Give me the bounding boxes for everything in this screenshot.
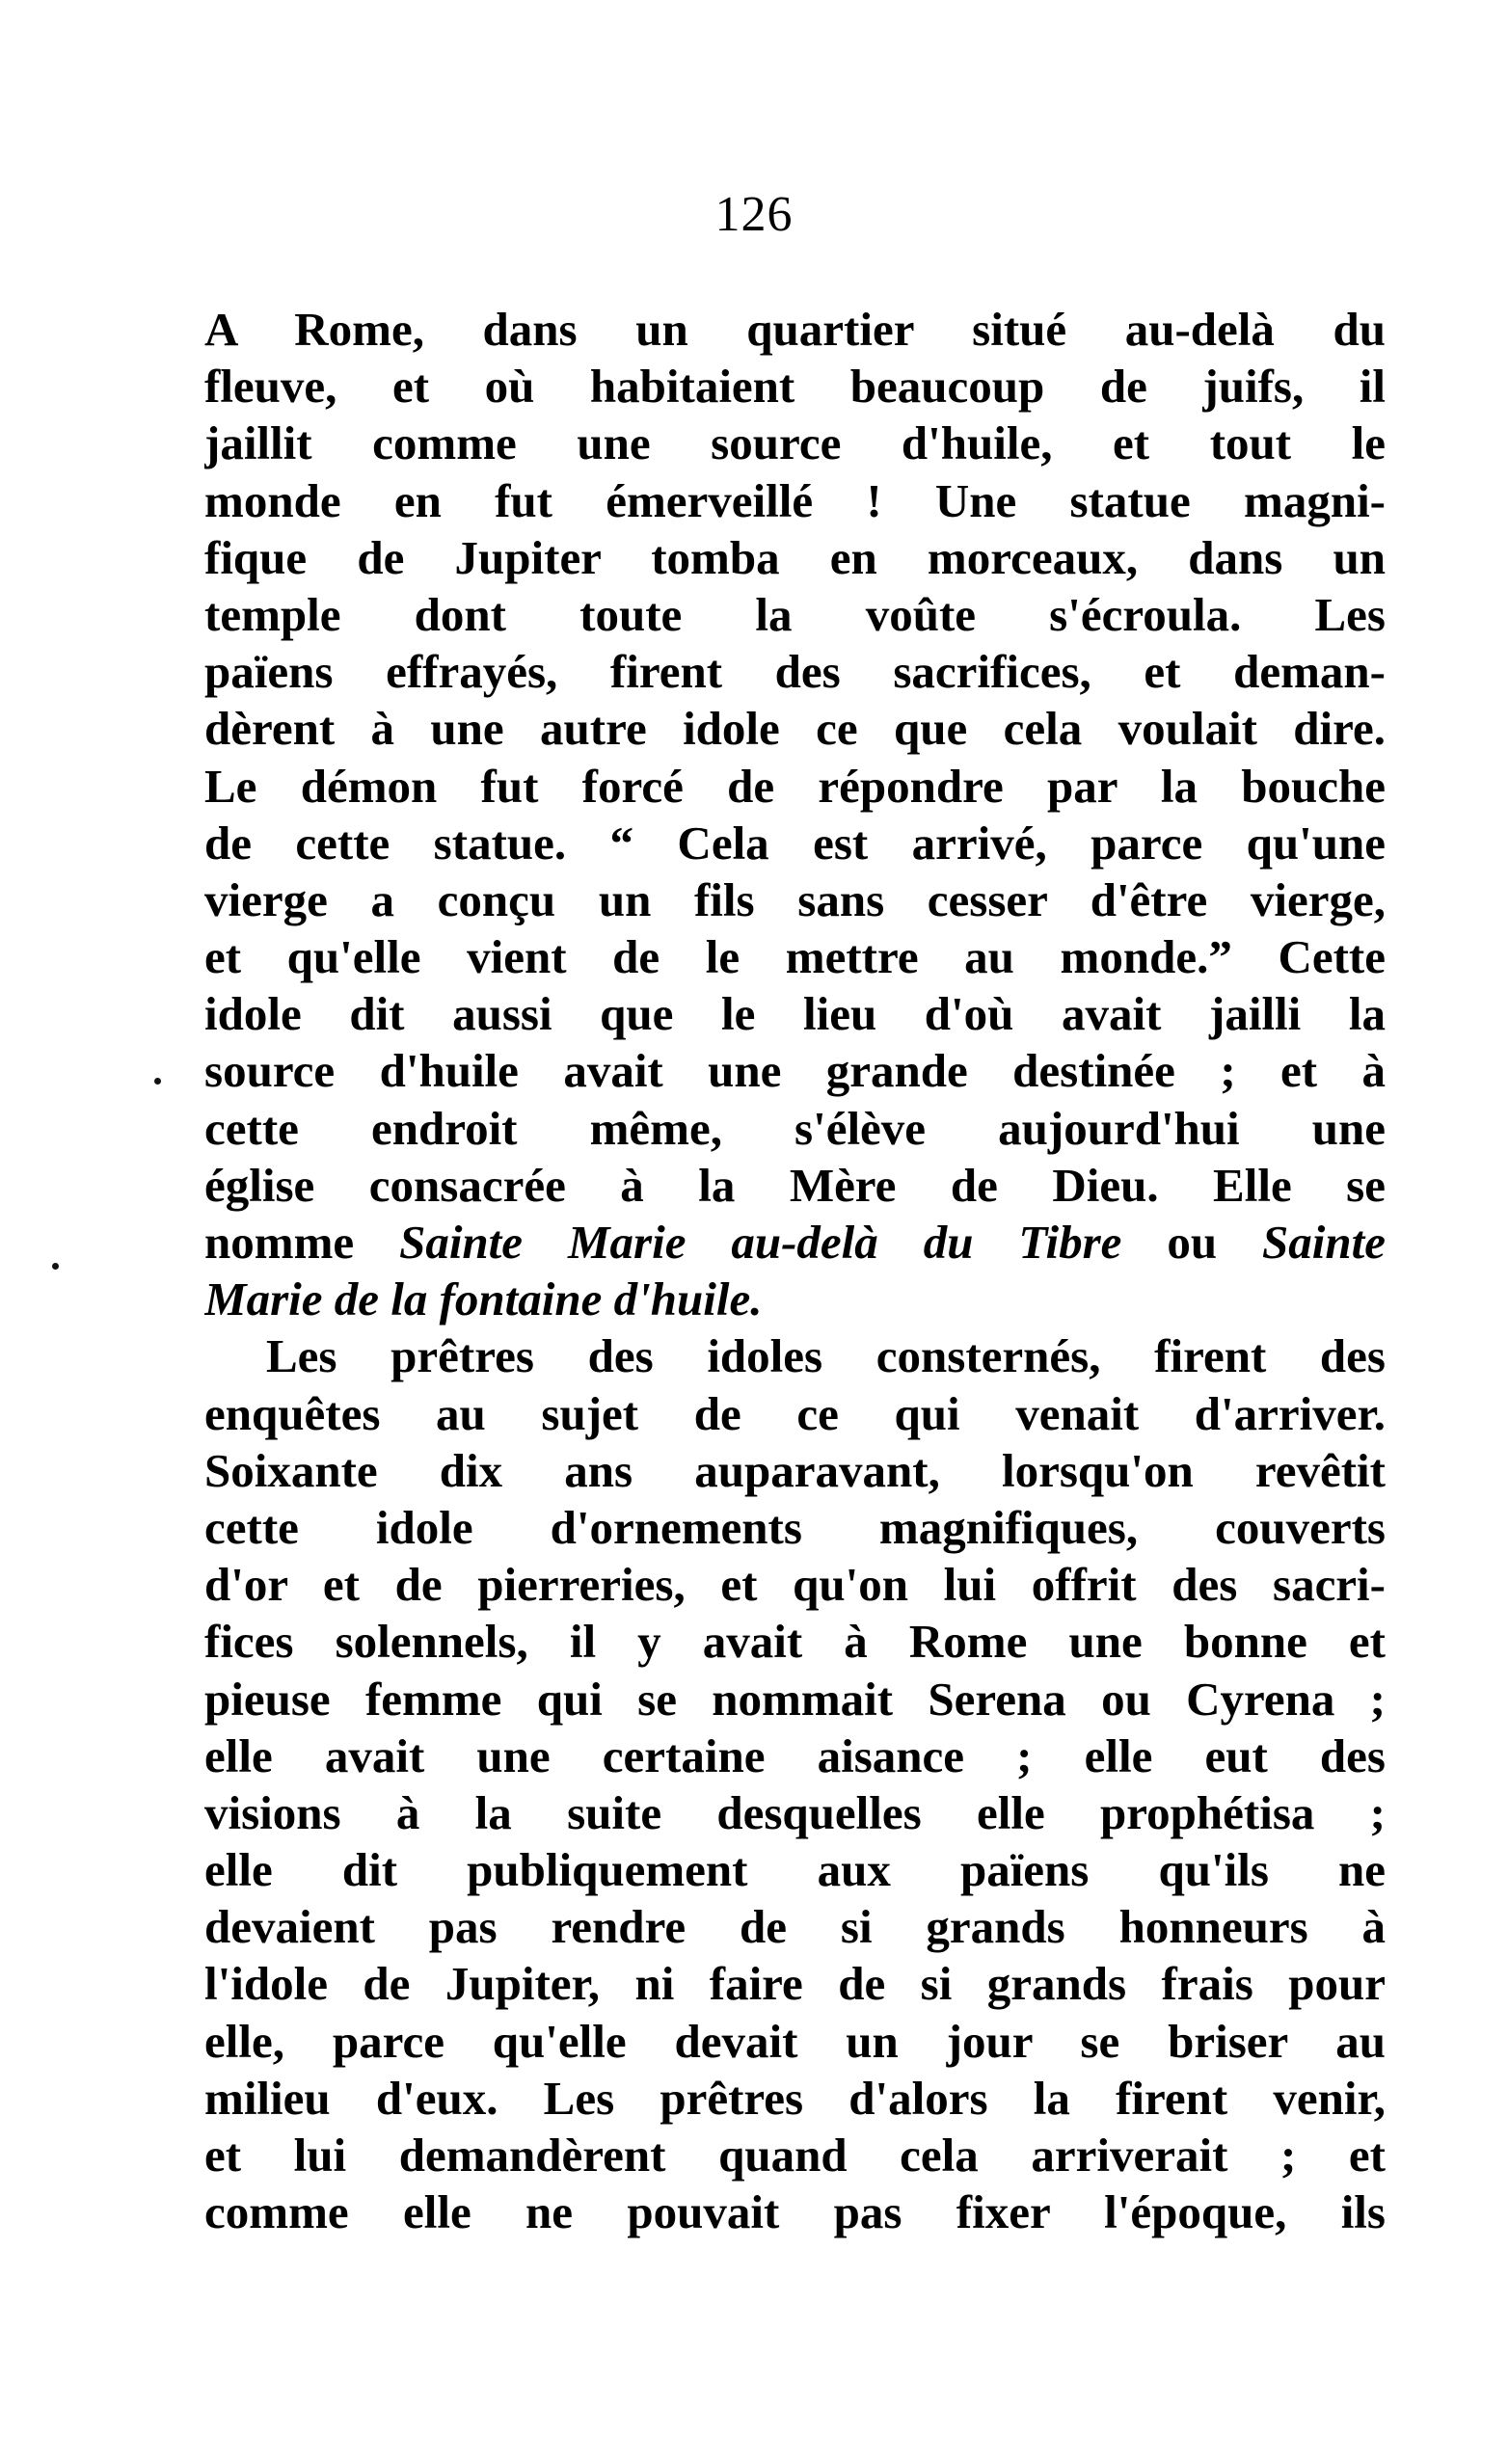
text-line-mixed xyxy=(204,1214,1386,1271)
text-line: visions à la suite desquelles elle prophétisa ; xyxy=(204,1785,1386,1839)
paragraph-first-line: Les prêtres des idoles consternés, firent des xyxy=(266,1329,1386,1383)
text-line: dèrent à une autre idole ce que cela voulait dire. xyxy=(204,702,1386,756)
text-line: fices solennels, il y avait à Rome une bonne et xyxy=(204,1615,1386,1669)
text-line: elle, parce qu'elle devait un jour se briser au xyxy=(204,2014,1386,2068)
text-line: fleuve, et où habitaient beaucoup de juifs, il xyxy=(204,360,1386,414)
text-line: idole dit aussi que le lieu d'où avait jailli la xyxy=(204,987,1386,1041)
text-line: église consacrée à la Mère de Dieu. Elle se xyxy=(204,1158,1386,1212)
text-line: Soixante dix ans auparavant, lorsqu'on revêtit xyxy=(204,1443,1386,1497)
text-span: ou xyxy=(1121,1216,1262,1269)
text-line: temple dont toute la voûte s'écroula. Les xyxy=(204,587,1386,641)
text-line: cette endroit même, s'élève aujourd'hui une xyxy=(204,1101,1386,1155)
text-span: nomme xyxy=(204,1216,400,1269)
italic-title: Sainte xyxy=(1262,1216,1386,1269)
text-line: source d'huile avait une grande destinée ; et à xyxy=(204,1044,1386,1098)
text-line: enquêtes au sujet de ce qui venait d'arriver. xyxy=(204,1386,1386,1440)
text-line: milieu d'eux. Les prêtres d'alors la firent venir, xyxy=(204,2071,1386,2125)
text-line: jaillit comme une source d'huile, et tout le xyxy=(204,416,1386,470)
text-line: Le démon fut forcé de répondre par la bouche xyxy=(204,759,1386,813)
text-line: et qu'elle vient de le mettre au monde.” Cette xyxy=(204,930,1386,984)
text-line: A Rome, dans un quartier situé au-delà du xyxy=(204,303,1386,356)
text-line: elle dit publiquement aux païens qu'ils ne xyxy=(204,1843,1386,1897)
text-line: et lui demandèrent quand cela arriverait ; et xyxy=(204,2129,1386,2182)
italic-title: Sainte Marie au-delà du Tibre xyxy=(399,1216,1122,1269)
text-line: l'idole de Jupiter, ni faire de si grands frais pour xyxy=(204,1957,1386,2011)
text-line: monde en fut émerveillé ! Une statue magni- xyxy=(204,473,1386,527)
text-line: pieuse femme qui se nommait Serena ou Cyrena ; xyxy=(204,1672,1386,1726)
text-line: comme elle ne pouvait pas fixer l'époque, ils xyxy=(204,2185,1386,2239)
italic-line: Marie de la fontaine d'huile. xyxy=(204,1272,763,1326)
text-line: de cette statue. “ Cela est arrivé, parce qu'une xyxy=(204,816,1386,870)
text-line: vierge a conçu un fils sans cesser d'être vierge, xyxy=(204,872,1386,926)
text-line: elle avait une certaine aisance ; elle eut des xyxy=(204,1728,1386,1782)
text-line: devaient pas rendre de si grands honneurs à xyxy=(204,1900,1386,1954)
body-text xyxy=(204,301,1386,2240)
ink-speck xyxy=(154,1078,161,1085)
text-line: cette idole d'ornements magnifiques, couverts xyxy=(204,1500,1386,1554)
text-line: d'or et de pierreries, et qu'on lui offrit des sacri- xyxy=(204,1558,1386,1612)
ink-speck xyxy=(52,1263,59,1270)
text-line: fique de Jupiter tomba en morceaux, dans un xyxy=(204,530,1386,584)
text-line: païens effrayés, firent des sacrifices, et deman- xyxy=(204,645,1386,699)
page-number: 126 xyxy=(714,187,794,242)
